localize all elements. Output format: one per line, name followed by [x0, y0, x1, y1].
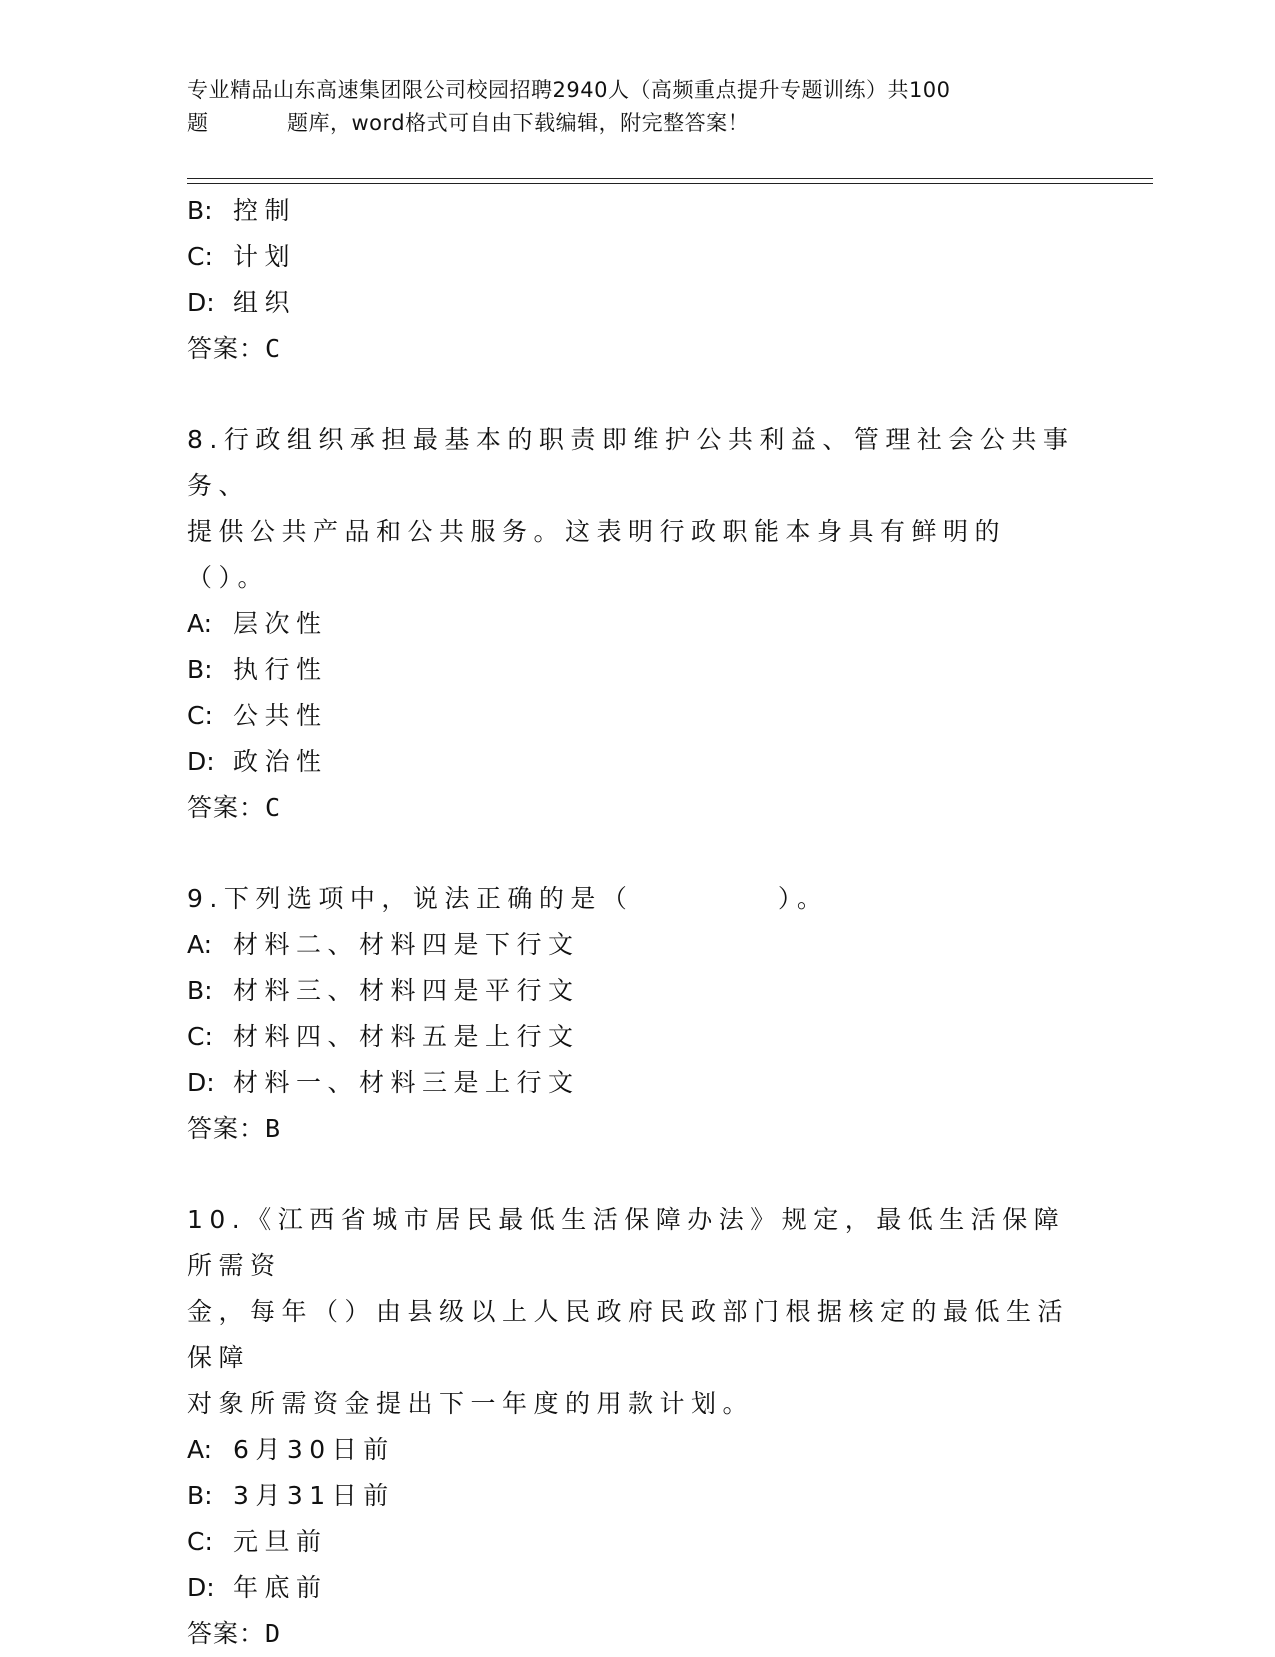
option-letter: C:: [187, 1022, 213, 1051]
option-text: 材料一、材料三是上行文: [233, 1068, 580, 1097]
stem-line: 提供公共产品和公共服务。这表明行政职能本身具有鲜明的（）。: [187, 517, 1007, 592]
option-letter: B:: [187, 196, 213, 225]
stem-line: 8.行政组织承担最基本的职责即维护公共利益、管理社会公共事务、: [187, 425, 1075, 500]
header-line-2-lead: 题: [187, 111, 209, 135]
question-stem: [187, 1197, 1087, 1427]
option-letter: C:: [187, 242, 213, 271]
option-a: [187, 922, 1087, 968]
header-divider-bottom: [187, 183, 1153, 184]
question-10: [187, 1197, 1087, 1657]
option-letter: A:: [187, 1435, 213, 1464]
option-letter: C:: [187, 701, 213, 730]
answer-label: 答案：: [187, 334, 266, 363]
answer-line: [187, 1611, 1087, 1657]
answer-value: B: [265, 1114, 282, 1143]
option-d: [187, 739, 1087, 785]
answer-line: [187, 326, 1087, 372]
answer-value: D: [265, 1619, 282, 1648]
page-header: [187, 74, 1087, 140]
option-text: 3月31日前: [233, 1481, 395, 1510]
header-line-2: [187, 107, 1087, 140]
question-stem: [187, 417, 1087, 601]
option-b: [187, 968, 1087, 1014]
option-text: 执行性: [233, 655, 328, 684]
answer-line: [187, 785, 1087, 831]
option-text: 计划: [233, 242, 297, 271]
option-letter: B:: [187, 655, 213, 684]
option-d: [187, 280, 1087, 326]
option-letter: C:: [187, 1527, 213, 1556]
header-line-2-rest: 题库，word格式可自由下载编辑，附完整答案！: [287, 111, 750, 135]
option-b: [187, 647, 1087, 693]
stem-line: 10.《江西省城市居民最低生活保障办法》规定，最低生活保障所需资: [187, 1205, 1066, 1280]
answer-line: [187, 1106, 1087, 1152]
stem-line: 对象所需资金提出下一年度的用款计划。: [187, 1389, 755, 1418]
option-letter: D:: [187, 288, 215, 317]
option-letter: B:: [187, 976, 213, 1005]
option-letter: D:: [187, 1068, 215, 1097]
header-line-1: 专业精品山东高速集团限公司校园招聘2940人（高频重点提升专题训练）共100: [187, 78, 951, 102]
header-divider-top: [187, 178, 1153, 179]
option-letter: A:: [187, 930, 213, 959]
answer-value: C: [265, 334, 282, 363]
stem-line: 金，每年（）由县级以上人民政府民政部门根据核定的最低生活保障: [187, 1297, 1070, 1372]
option-letter: A:: [187, 609, 213, 638]
option-text: 组织: [233, 288, 297, 317]
question-7-tail: [187, 188, 1087, 372]
option-text: 公共性: [233, 701, 328, 730]
answer-value: C: [265, 793, 282, 822]
question-stem: [187, 876, 1087, 922]
option-text: 材料四、材料五是上行文: [233, 1022, 580, 1051]
option-text: 层次性: [233, 609, 328, 638]
stem-line: 9.下列选项中，说法正确的是（ ）。: [187, 884, 829, 913]
option-text: 控制: [233, 196, 297, 225]
option-text: 6月30日前: [233, 1435, 395, 1464]
option-text: 材料二、材料四是下行文: [233, 930, 580, 959]
option-letter: B:: [187, 1481, 213, 1510]
answer-label: 答案：: [187, 1114, 266, 1143]
question-content: [187, 188, 1087, 1657]
option-text: 政治性: [233, 747, 328, 776]
answer-label: 答案：: [187, 1619, 266, 1648]
question-8: [187, 417, 1087, 831]
option-d: [187, 1565, 1087, 1611]
option-letter: D:: [187, 1573, 215, 1602]
option-text: 元旦前: [233, 1527, 328, 1556]
option-text: 材料三、材料四是平行文: [233, 976, 580, 1005]
option-c: [187, 1014, 1087, 1060]
answer-label: 答案：: [187, 793, 266, 822]
option-b: [187, 188, 1087, 234]
question-9: [187, 876, 1087, 1152]
option-c: [187, 234, 1087, 280]
option-letter: D:: [187, 747, 215, 776]
option-b: [187, 1473, 1087, 1519]
option-text: 年底前: [233, 1573, 328, 1602]
option-a: [187, 601, 1087, 647]
option-c: [187, 1519, 1087, 1565]
option-d: [187, 1060, 1087, 1106]
option-a: [187, 1427, 1087, 1473]
option-c: [187, 693, 1087, 739]
